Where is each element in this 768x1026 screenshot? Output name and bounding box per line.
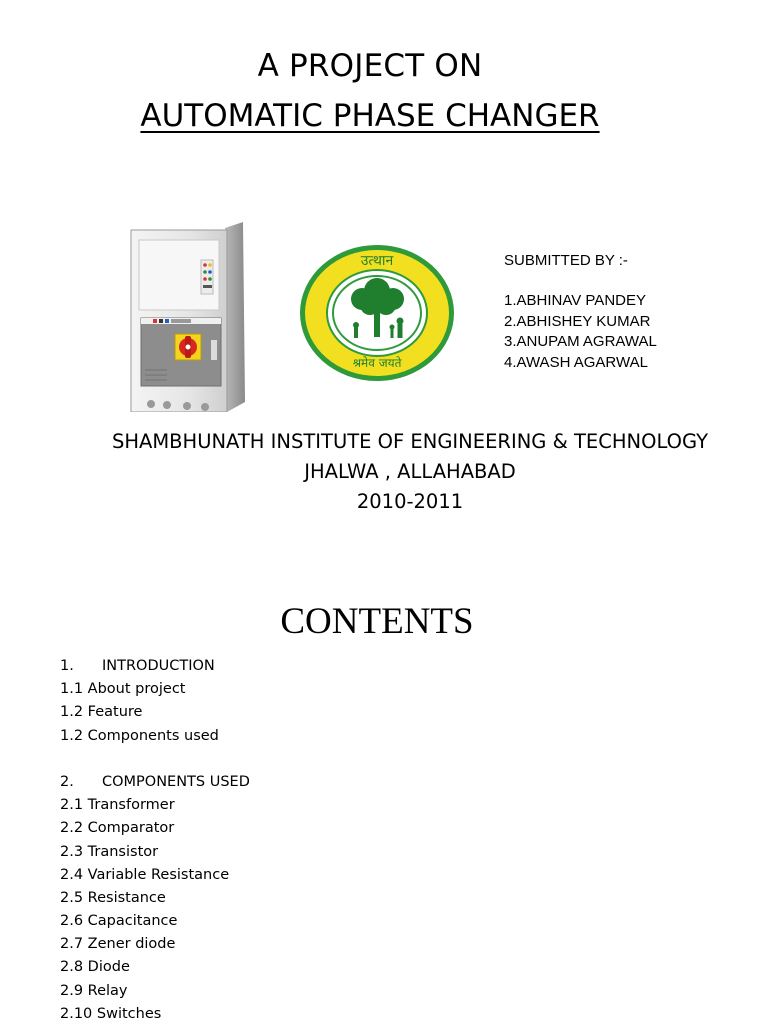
member-3: 3.ANUPAM AGRAWAL [504, 333, 657, 350]
section-heading [60, 655, 250, 678]
toc-item: 2.3 Transistor [60, 843, 159, 860]
logo-top-text: उत्थान [360, 253, 394, 269]
institute-logo [298, 243, 456, 383]
toc-item: 2.9 Relay [60, 982, 128, 999]
institute-block [0, 427, 768, 517]
title-line-1: A PROJECT ON [257, 48, 483, 84]
phase-changer-device-image [127, 222, 257, 412]
section-title: COMPONENTS USED [102, 773, 250, 790]
member-list [504, 291, 657, 373]
institute-location: JHALWA , ALLAHABAD [304, 460, 516, 483]
section-number: 1. [60, 658, 74, 674]
toc-item: 2.8 Diode [60, 959, 130, 976]
toc-item: 1.2 Components used [60, 727, 219, 744]
toc-item: 2.2 Comparator [60, 820, 175, 837]
section-heading [60, 771, 250, 794]
toc-item: 2.7 Zener diode [60, 936, 176, 953]
project-title: AUTOMATIC PHASE CHANGER [140, 98, 600, 134]
logo-bottom-text: श्रमेव जयते [352, 356, 402, 370]
toc-item: 2.6 Capacitance [60, 913, 178, 930]
toc-item: 2.4 Variable Resistance [60, 866, 230, 883]
member-2: 2.ABHISHEY KUMAR [504, 312, 651, 330]
toc-item: 1.2 Feature [60, 704, 143, 721]
academic-session: 2010-2011 [356, 490, 464, 513]
toc-item: 2.5 Resistance [60, 889, 166, 906]
institute-name: SHAMBHUNATH INSTITUTE OF ENGINEERING & TECHNOLOGY [111, 430, 709, 453]
rotary-switch [175, 334, 201, 360]
toc-item: 2.1 Transformer [60, 797, 175, 814]
table-of-contents [60, 655, 250, 1026]
toc-item: 1.1 About project [60, 681, 186, 698]
member-4: 4.AWASH AGARWAL [504, 353, 648, 371]
submitted-by-label: SUBMITTED BY :- [504, 252, 628, 269]
title-line-2 [0, 98, 740, 134]
section-number: 2. [60, 773, 74, 790]
contents-heading: CONTENTS [280, 601, 474, 642]
indicator-lamps [201, 260, 213, 294]
section-title: INTRODUCTION [102, 658, 215, 674]
member-1: 1.ABHINAV PANDEY [504, 292, 646, 309]
toc-item: 2.10 Switches [60, 1005, 162, 1022]
